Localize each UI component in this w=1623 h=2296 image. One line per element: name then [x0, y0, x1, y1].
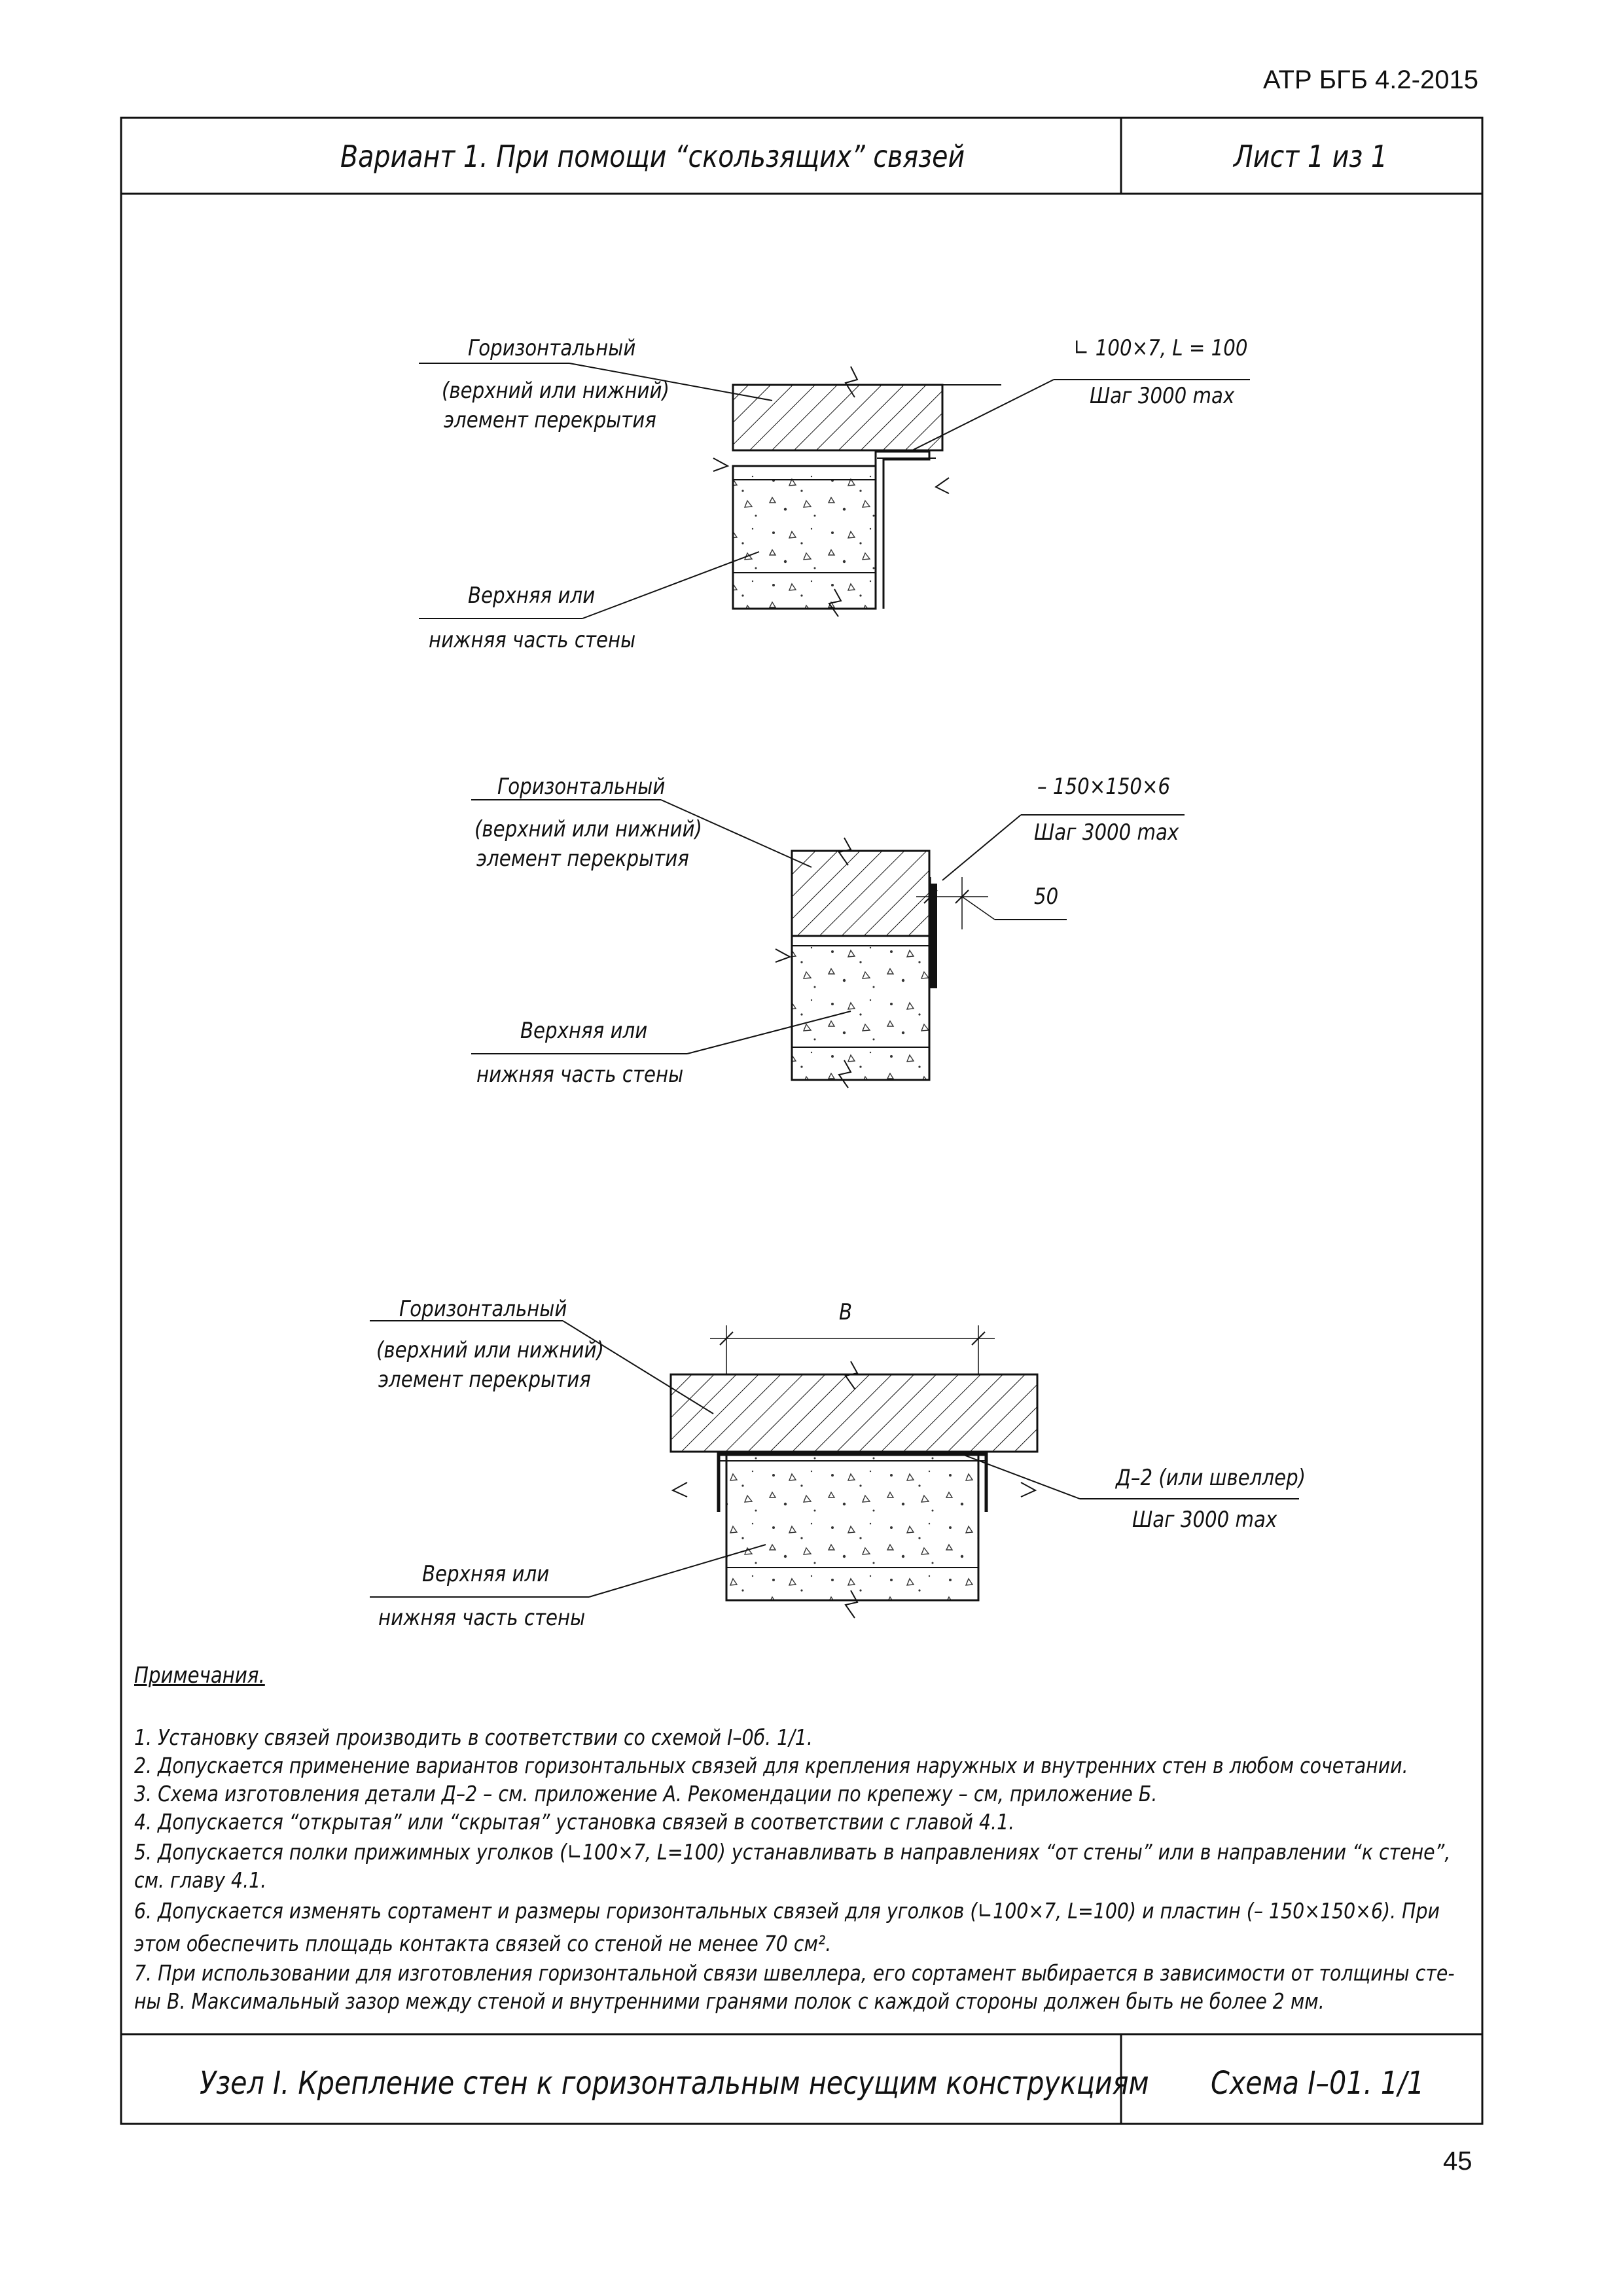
- detail-2-label-top-1: Горизонтальный: [497, 774, 666, 800]
- page-number: 45: [1443, 2147, 1472, 2176]
- detail-2-label-top-2: (верхний или нижний): [474, 816, 702, 842]
- detail-2-spec-1: – 150×150×6: [1037, 774, 1171, 800]
- note-line: 4. Допускается “открытая” или “скрытая” установка связей в соответствии с главой 4.1.: [134, 1809, 1015, 1835]
- detail-3-leader-spec: [962, 1454, 1080, 1499]
- sheet-title: Вариант 1. При помощи “скользящих” связей: [340, 139, 965, 174]
- note-line: этом обеспечить площадь контакта связей со стеной не менее 70 см².: [134, 1931, 832, 1956]
- detail-3-label-bottom-1: Верхняя или: [422, 1561, 550, 1587]
- footer-title: Узел I. Крепление стен к горизонтальным несущим конструкциям: [200, 2065, 1149, 2102]
- detail-1-label-bottom-2: нижняя часть стены: [429, 627, 636, 653]
- note-line: 7. При использовании для изготовления горизонтальной связи швеллера, его сортамент выбирается в зависимости от толщины сте-: [134, 1960, 1455, 1986]
- document-code: АТР БГБ 4.2-2015: [1263, 65, 1478, 94]
- note-line: 5. Допускается полки прижимных уголков (∟100×7, L=100) устанавливать в направлениях “от стены” или в направлении “к стене”,: [134, 1839, 1451, 1865]
- detail-3-dimension-value: В: [839, 1299, 853, 1325]
- detail-1-slab: [733, 385, 942, 450]
- detail-1-angle-bracket: [876, 452, 929, 609]
- detail-1-label-top-3: элемент перекрытия: [444, 407, 656, 433]
- note-line: 1. Установку связей производить в соответствии со схемой I–0б. 1/1.: [134, 1725, 813, 1750]
- note-line: см. главу 4.1.: [134, 1867, 267, 1893]
- sheet-counter: Лист 1 из 1: [1234, 139, 1388, 174]
- detail-2-wall: [792, 936, 929, 1080]
- note-line: 2. Допускается применение вариантов горизонтальных связей для крепления наружных и внутренних стен в любом сочетании.: [134, 1753, 1408, 1778]
- detail-2-label-top-3: элемент перекрытия: [476, 846, 689, 872]
- detail-3-spec-1: Д–2 (или швеллер): [1116, 1465, 1306, 1491]
- detail-2-leader-spec: [942, 815, 1021, 880]
- detail-3-slab: [671, 1374, 1037, 1452]
- note-line: ны В. Максимальный зазор между стеной и внутренними гранями полок с каждой стороны должен быть не более 2 мм.: [134, 1988, 1325, 2014]
- detail-3-label-bottom-2: нижняя часть стены: [378, 1605, 586, 1631]
- detail-2-label-bottom-1: Верхняя или: [520, 1018, 648, 1044]
- detail-2-label-bottom-2: нижняя часть стены: [476, 1062, 684, 1088]
- detail-1-label-top-1: Горизонтальный: [468, 335, 636, 361]
- detail-2-slab: [792, 851, 929, 936]
- detail-1-spec-2: Шаг 3000 max: [1090, 383, 1235, 409]
- notes-title: Примечания.: [134, 1662, 265, 1689]
- detail-1-spec-1: ∟ 100×7, L = 100: [1073, 335, 1248, 361]
- detail-1-wall: [733, 466, 876, 609]
- detail-1-label-top-2: (верхний или нижний): [442, 378, 669, 404]
- detail-2-spec-2: Шаг 3000 max: [1034, 819, 1179, 846]
- detail-3-spec-2: Шаг 3000 max: [1132, 1507, 1277, 1533]
- detail-3-label-top-1: Горизонтальный: [399, 1296, 567, 1322]
- detail-3-label-top-2: (верхний или нижний): [376, 1337, 604, 1363]
- note-line: 6. Допускается изменять сортамент и размеры горизонтальных связей для уголков (∟100×7, L=100) и пластин (– 150×150×6). При: [134, 1898, 1440, 1924]
- detail-3-wall: [726, 1453, 978, 1600]
- detail-2-dimension-value: 50: [1034, 884, 1059, 910]
- note-line: 3. Схема изготовления детали Д–2 – см. приложение А. Рекомендации по крепежу – см, приложение Б.: [134, 1781, 1158, 1806]
- scheme-number: Схема I–01. 1/1: [1211, 2065, 1425, 2102]
- detail-1-label-bottom-1: Верхняя или: [468, 583, 596, 609]
- detail-3-label-top-3: элемент перекрытия: [378, 1367, 591, 1393]
